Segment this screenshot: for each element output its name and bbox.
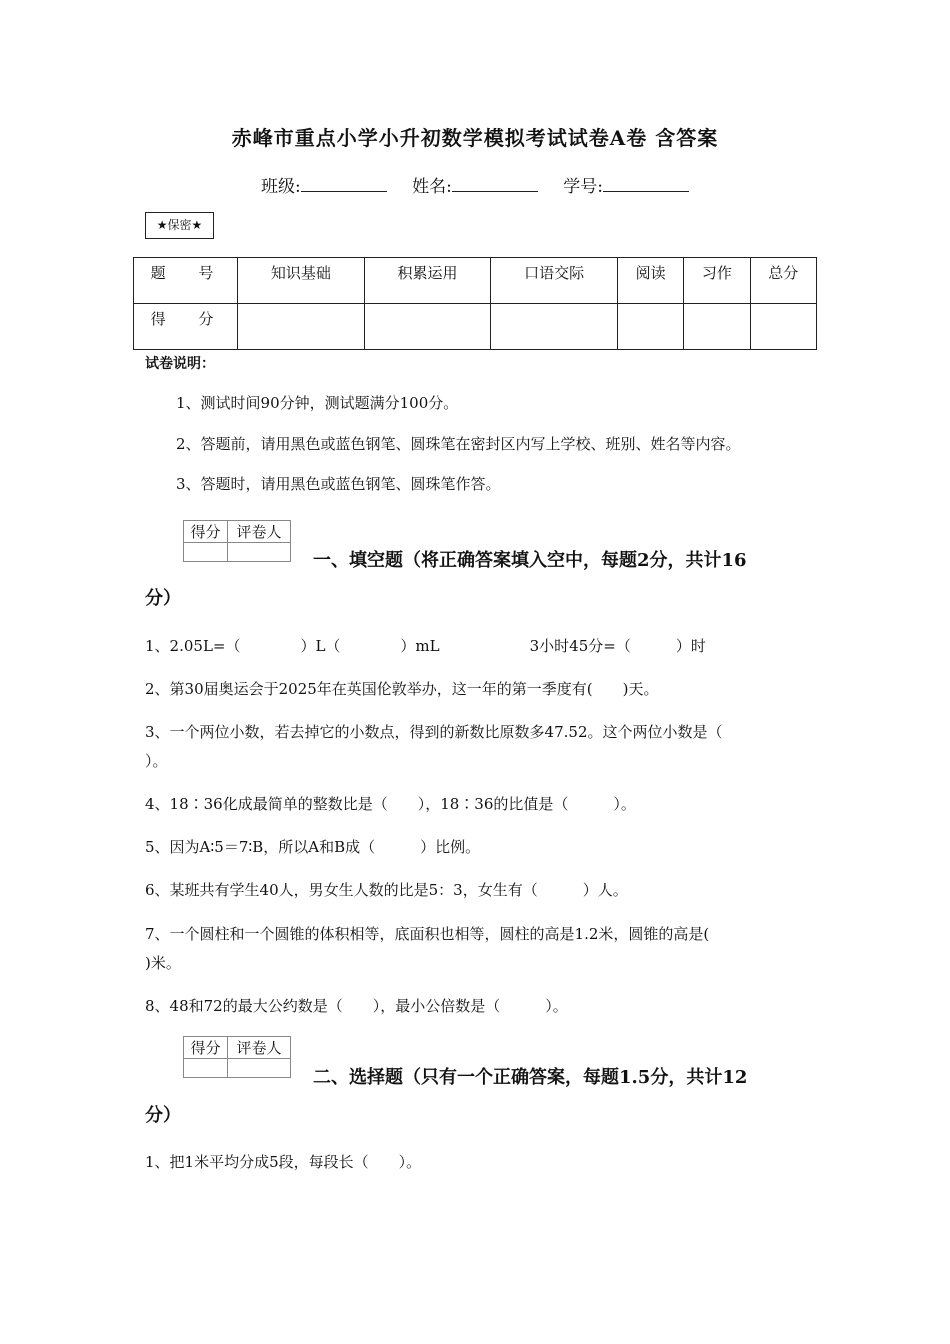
instruction-item: 2、答题前，请用黑色或蓝色钢笔、圆珠笔在密封区内写上学校、班别、姓名等内容。 — [176, 435, 741, 453]
instruction-item: 3、答题时，请用黑色或蓝色钢笔、圆珠笔作答。 — [176, 475, 501, 493]
section1-heading-tail: 分） — [145, 588, 181, 609]
grader-box-1 — [183, 520, 291, 562]
question-item: 3、一个两位小数，若去掉它的小数点，得到的新数比原数多47.52。这个两位小数是（ — [145, 723, 723, 741]
score-header-cell: 知识基础 — [238, 258, 365, 304]
name-label: 姓名: — [412, 177, 452, 197]
section2-heading: 二、选择题（只有一个正确答案，每题1.5分，共计12 — [313, 1067, 748, 1088]
question-item: 1、把1米平均分成5段，每段长（ ）。 — [145, 1153, 422, 1171]
grader-name-label: 评卷人 — [228, 1037, 291, 1059]
grader-name-cell[interactable] — [228, 1059, 291, 1078]
exam-title: 赤峰市重点小学小升初数学模拟考试试卷A卷 含答案 — [231, 126, 719, 150]
score-cell[interactable] — [238, 304, 365, 350]
number-field — [563, 177, 689, 197]
question-item: 5、因为A∶5＝7∶B，所以A和B成（ ）比例。 — [145, 838, 481, 856]
instructions-title: 试卷说明： — [145, 356, 215, 372]
class-label: 班级: — [260, 177, 301, 197]
class-blank[interactable] — [301, 177, 387, 192]
score-row-label: 得 分 — [134, 304, 238, 350]
score-cell[interactable] — [491, 304, 618, 350]
student-info-line — [0, 172, 950, 197]
score-header-cell: 积累运用 — [364, 258, 491, 304]
score-table — [133, 257, 817, 350]
question-item: 1、2.05L=（ ）L（ ）mL 3小时45分=（ ）时 — [145, 637, 706, 655]
section1-heading: 一、填空题（将正确答案填入空中，每题2分，共计16 — [313, 550, 747, 571]
score-table-score-row — [134, 304, 817, 350]
score-cell[interactable] — [750, 304, 816, 350]
question-item-continued: )米。 — [145, 954, 181, 972]
name-field — [412, 177, 538, 197]
score-header-cell: 总分 — [750, 258, 816, 304]
score-cell[interactable] — [684, 304, 750, 350]
grader-score-cell[interactable] — [184, 543, 228, 562]
section2-heading-tail: 分） — [145, 1105, 181, 1126]
grader-name-cell[interactable] — [228, 543, 291, 562]
secret-badge: ★保密★ — [145, 212, 214, 239]
question-item: 4、18∶36化成最简单的整数比是（ ），18∶36的比值是（ ）。 — [145, 795, 636, 813]
grader-name-label: 评卷人 — [228, 521, 291, 543]
class-field — [261, 177, 387, 197]
grader-box-2 — [183, 1036, 291, 1078]
question-item: 8、48和72的最大公约数是（ ），最小公倍数是（ ）。 — [145, 997, 568, 1015]
score-header-cell: 题 号 — [134, 258, 238, 304]
question-item: 2、第30届奥运会于2025年在英国伦敦举办，这一年的第一季度有( )天。 — [145, 680, 659, 698]
question-item-continued: ）。 — [145, 752, 168, 770]
number-label: 学号: — [563, 177, 603, 197]
instruction-item: 1、测试时间90分钟，测试题满分100分。 — [176, 394, 459, 412]
grader-score-label: 得分 — [184, 521, 228, 543]
grader-score-label: 得分 — [184, 1037, 228, 1059]
question-item: 6、某班共有学生40人，男女生人数的比是5：3，女生有（ ）人。 — [145, 881, 628, 899]
score-header-cell: 阅读 — [617, 258, 683, 304]
grader-score-cell[interactable] — [184, 1059, 228, 1078]
name-blank[interactable] — [452, 177, 538, 192]
question-item: 7、一个圆柱和一个圆锥的体积相等，底面积也相等，圆柱的高是1.2米，圆锥的高是( — [145, 925, 710, 943]
score-table-header-row — [134, 258, 817, 304]
score-cell[interactable] — [617, 304, 683, 350]
score-cell[interactable] — [364, 304, 491, 350]
score-header-cell: 习作 — [684, 258, 750, 304]
score-header-cell: 口语交际 — [491, 258, 618, 304]
number-blank[interactable] — [603, 177, 689, 192]
